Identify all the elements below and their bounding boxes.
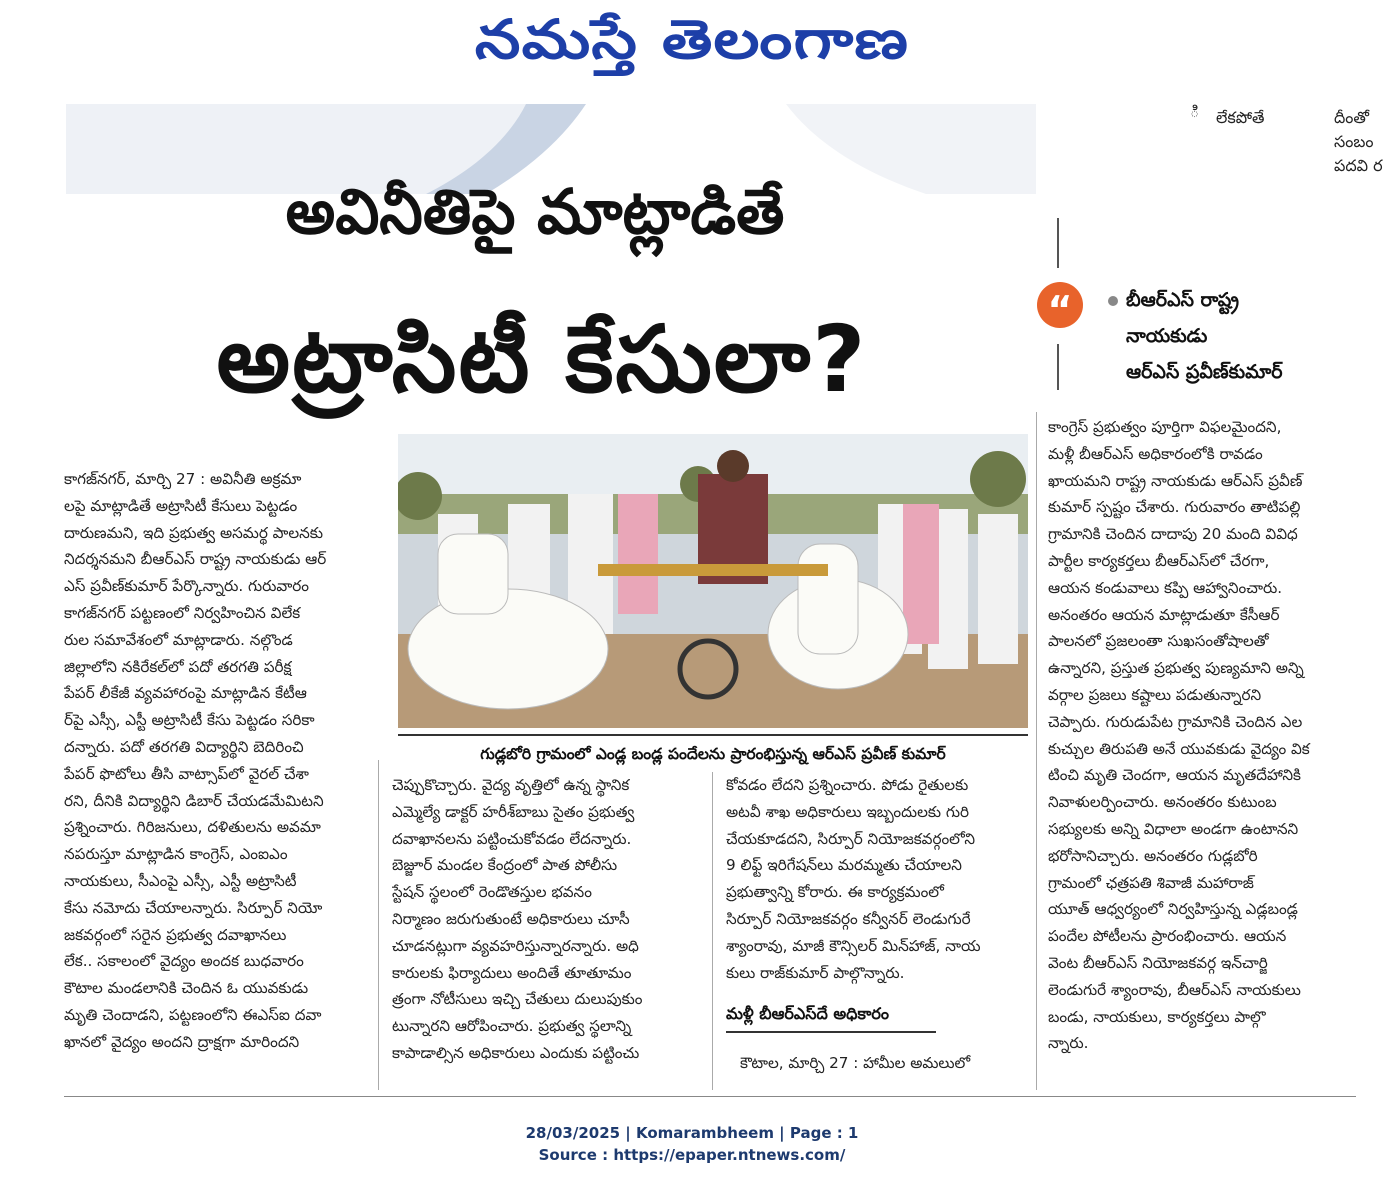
column-divider [378,760,379,1090]
top-right-snippet-left: లేకపోతే [1216,108,1265,127]
article-column-3-continued: కౌటాల, మార్చి 27 : హామీల అమలులో [740,1054,971,1072]
newspaper-masthead: నమస్తే తెలంగాణ [474,8,910,71]
headline-line-2: అట్రాసిటీ కేసులా? [216,306,868,413]
photo-caption: గుడ్లబోరి గ్రామంలో ఎండ్ల బండ్ల పందేలను ప్రారంభిస్తున్న ఆర్ఎస్ ప్రవీణ్ కుమార్ [398,734,1028,766]
bullet-icon [1108,296,1118,306]
quote-divider-top [1057,218,1059,268]
article-column-4: కాంగ్రెస్ ప్రభుత్వం పూర్తిగా విఫలమైందని, మళ్లీ బీఆర్ఎస్ అధికారంలోకి రావడం ఖాయమని రాష్ట్ర నాయకుడు ఆర్ఎస్ ప్రవీణ్ కుమార్ స్పష్టం చేశారు. గురువారం తాటిపల్లి గ్రామానికి చెందిన దాదాపు 20 మంది వివిధ పార్టీల కార్యకర్తలు బీఆర్ఎస్‌లో చేరగా, ఆయన కండువాలు కప్పి ఆహ్వానించారు. అనంతరం ఆయన మాట్లాడుతూ కేసీఆర్ పాలనలో ప్రజలంతా సుఖసంతోషాలతో ఉన్నారని, ప్రస్తుత ప్రభుత్వ పుణ్యమాని అన్ని వర్గాల ప్రజలు కష్టాలు పడుతున్నారని చెప్పారు. గురుడుపేట గ్రామానికి చెందిన ఎల కుచ్చుల తిరుపతి అనే యువకుడు వైద్యం విక టించి మృతి చెందగా, ఆయన మృతదేహానికి నివాళులర్పించారు. అనంతరం కుటుంబ సభ్యులకు అన్ని విధాలా అండగా ఉంటానని భరోసానిచ్చారు. అనంతరం గుడ్లబోరి గ్రామంలో ఛత్రపతి శివాజీ మహారాజ్ యూత్ ఆధ్వర్యంలో నిర్వహిస్తున్న ఎడ్లబండ్ల పందేల పోటీలను ప్రారంభించారు. ఆయన వెంట బీఆర్ఎస్ నియోజకవర్గ ఇన్‌చార్జి లెండుగురే శ్యాంరావు, బీఆర్ఎస్ నాయకులు బండు, నాయకులు, కార్యకర్తలు పాల్గొ న్నారు. [1048,418,1310,1053]
article-column-2: చెప్పుకొచ్చారు. వైద్య వృత్తిలో ఉన్న స్థానిక ఎమ్మెల్యే డాక్టర్ హరీశ్‌బాబు సైతం ప్రభుత్వ దవాఖానలను పట్టించుకోవడం లేదన్నారు. బెజ్జూర్ మండల కేంద్రంలో పాత పోలీసు స్టేషన్ స్థలంలో రెండొతస్తుల భవనం నిర్మాణం జరుగుతుంటే అధికారులు చూసీ చూడనట్లుగా వ్యవహరిస్తున్నారన్నారు. అధి కారులకు ఫిర్యాదులు అందితే తూతూమం త్రంగా నోటీసులు ఇచ్చి చేతులు దులుపుకుం టున్నారని ఆరోపించారు. ప్రభుత్వ స్థలాన్ని కాపాడాల్సిన అధికారులు ఎందుకు పట్టించు [392,776,643,1062]
article-column-3: కోవడం లేదని ప్రశ్నించారు. పోడు రైతులకు అటవీ శాఖ అధికారులు ఇబ్బందులకు గురి చేయకూడదని, సిర్పూర్ నియోజకవర్గంలోని 9 లిఫ్ట్ ఇరిగేషన్‌లు మరమ్మతు చేయాలని ప్రభుత్వాన్ని కోరారు. ఈ కార్యక్రమంలో సిర్పూర్ నియోజకవర్గం కన్వీనర్ లెండుగురే శ్యాంరావు, మాజీ కౌన్సిలర్ మిన్‌హాజ్, నాయ కులు రాజ్‌కుమార్ పాల్గొన్నారు. [726,776,981,982]
article-column-1: కాగజ్‌నగర్, మార్చి 27 : అవినీతి అక్రమా లపై మాట్లాడితే అట్రాసిటీ కేసులు పెట్టడం దారుణమని, ఇది ప్రభుత్వ అసమర్థ పాలనకు నిదర్శనమని బీఆర్ఎస్ రాష్ట్ర నాయకుడు ఆర్ ఎస్ ప్రవీణ్‌కుమార్ పేర్కొన్నారు. గురువారం కాగజ్‌నగర్ పట్టణంలో నిర్వహించిన విలేక రుల సమావేశంలో మాట్లాడారు. నల్గొండ జిల్లాలోని నకిరేకల్‌లో పదో తరగతి పరీక్ష పేపర్ లీకేజీ వ్యవహారంపై మాట్లాడిన కేటీఆ ర్‌పై ఎస్సీ, ఎస్టీ అట్రాసిటీ కేసు పెట్టడం సరికా దన్నారు. పదో తరగతి విద్యార్థిని బెదిరించి పేపర్ ఫొటోలు తీసి వాట్సాప్‌లో వైరల్ చేశా రని, దీనికి విద్యార్థిని డిబార్ చేయడమేమిటని ప్రశ్నించారు. గిరిజనులు, దళితులను అవమా నపరుస్తూ మాట్లాడిన కాంగ్రెస్, ఎంఐఎం నాయకులు, సీఎంపై ఎస్సీ, ఎస్టీ అట్రాసిటీ కేసు నమోదు చేయాలన్నారు. సిర్పూర్ నియో జకవర్గంలో సరైన ప్రభుత్వ దవాఖానలు లేక.. సకాలంలో వైద్యం అందక బుధవారం కౌటాల మండలానికి చెందిన ఓ యువకుడు మృతి చెందాడని, పట్టణంలోని ఈఎస్ఐ దవా ఖానలో వైద్యం అందని ద్రాక్షగా మారిందని [64,470,327,1051]
top-right-snippet-right: దీంతో సంబం పదవి ర [1334,108,1383,175]
news-photo [398,434,1028,728]
footer-source-link[interactable]: Source : https://epaper.ntnews.com/ [538,1146,846,1164]
column-divider [1036,412,1037,1090]
quote-attribution: బీఆర్ఎస్ రాష్ట్ర నాయకుడు ఆర్ఎస్ ప్రవీణ్‌కుమార్ [1108,282,1368,390]
column-divider [712,772,713,1090]
quote-icon: “ [1037,282,1083,328]
footer-rule [64,1096,1356,1097]
quote-divider-bottom [1057,344,1059,390]
footer-edition-info: 28/03/2025 | Komarambheem | Page : 1 [525,1124,859,1142]
article-subhead: మళ్లీ బీఆర్ఎస్‌దే అధికారం [726,1004,936,1033]
top-right-mark: ి [1190,102,1200,121]
headline-line-1: అవినీతిపై మాట్లాడితే [285,175,785,248]
